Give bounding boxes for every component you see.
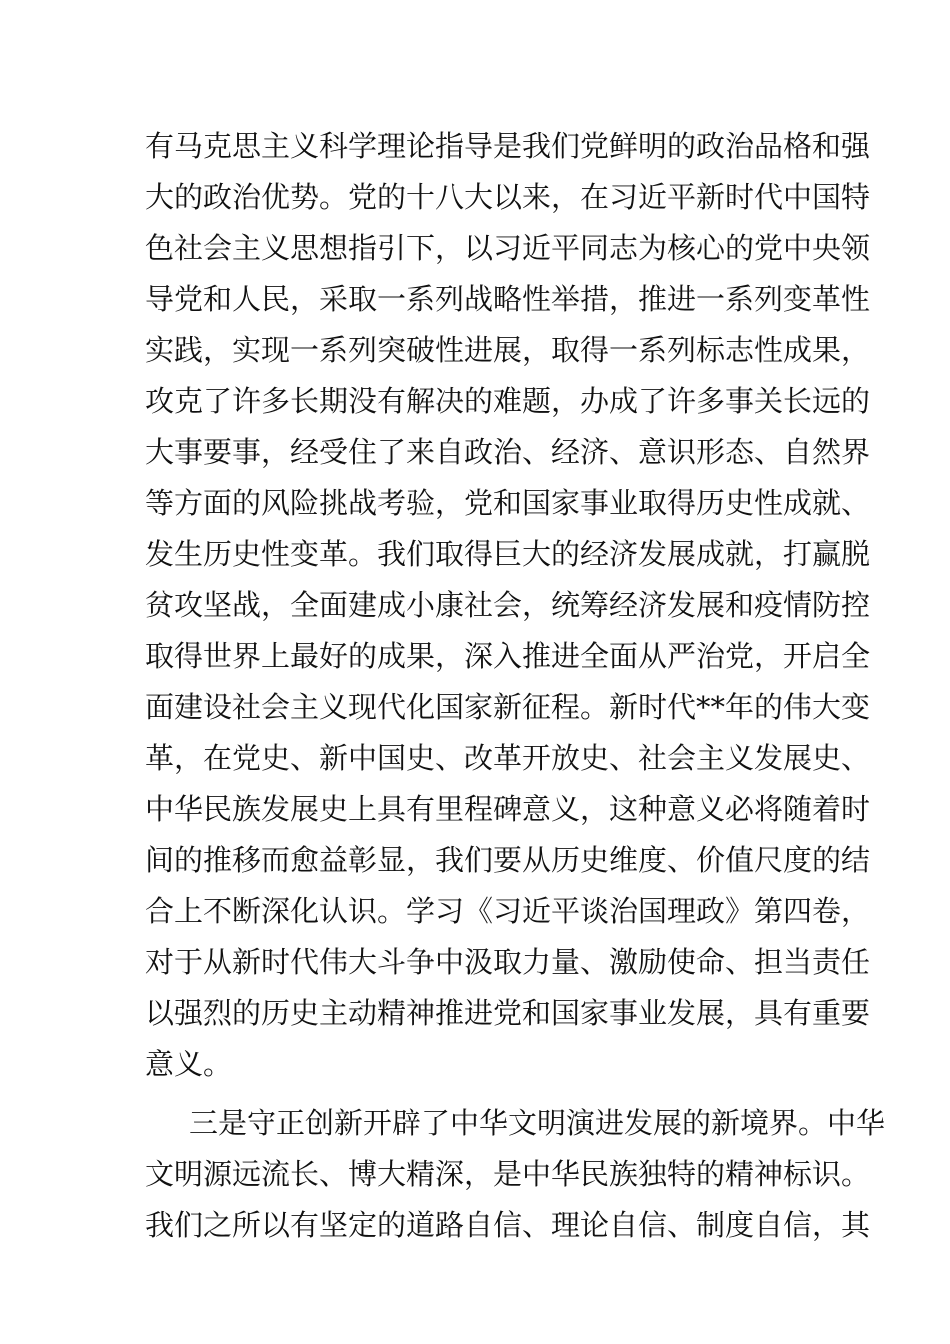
text-line: 攻克了许多长期没有解决的难题，办成了许多事关长远的 <box>145 384 871 418</box>
text-line: 合上不断深化认识。学习《习近平谈治国理政》第四卷， <box>145 894 871 928</box>
paragraph-2 <box>145 1098 886 1251</box>
text-line: 以强烈的历史主动精神推进党和国家事业发展，具有重要 <box>145 996 871 1030</box>
text-line: 实践，实现一系列突破性进展，取得一系列标志性成果， <box>145 333 871 367</box>
text-line: 我们之所以有坚定的道路自信、理论自信、制度自信，其 <box>145 1208 871 1242</box>
body-text <box>145 121 886 1251</box>
text-line: 有马克思主义科学理论指导是我们党鲜明的政治品格和强 <box>145 129 871 163</box>
text-line: 色社会主义思想指引下，以习近平同志为核心的党中央领 <box>145 231 871 265</box>
text-line: 导党和人民，采取一系列战略性举措，推进一系列变革性 <box>145 282 871 316</box>
text-line: 对于从新时代伟大斗争中汲取力量、激励使命、担当责任 <box>145 945 871 979</box>
text-line: 大的政治优势。党的十八大以来，在习近平新时代中国特 <box>145 180 871 214</box>
text-line: 等方面的风险挑战考验，党和国家事业取得历史性成就、 <box>145 486 871 520</box>
text-line: 大事要事，经受住了来自政治、经济、意识形态、自然界 <box>145 435 871 469</box>
paragraph-1 <box>145 121 871 1090</box>
text-line: 取得世界上最好的成果，深入推进全面从严治党，开启全 <box>145 639 871 673</box>
text-line: 贫攻坚战，全面建成小康社会，统筹经济发展和疫情防控 <box>145 588 871 622</box>
text-line: 文明源远流长、博大精深，是中华民族独特的精神标识。 <box>145 1157 871 1191</box>
text-line: 面建设社会主义现代化国家新征程。新时代**年的伟大变 <box>145 690 871 724</box>
text-line: 中华民族发展史上具有里程碑意义，这种意义必将随着时 <box>145 792 871 826</box>
text-line: 发生历史性变革。我们取得巨大的经济发展成就，打赢脱 <box>145 537 871 571</box>
text-line: 三是守正创新开辟了中华文明演进发展的新境界。中华 <box>189 1106 886 1140</box>
text-line: 革，在党史、新中国史、改革开放史、社会主义发展史、 <box>145 741 871 775</box>
paragraph-gap <box>145 1090 810 1098</box>
text-line: 间的推移而愈益彰显，我们要从历史维度、价值尺度的结 <box>145 843 871 877</box>
text-line: 意义。 <box>145 1047 233 1081</box>
